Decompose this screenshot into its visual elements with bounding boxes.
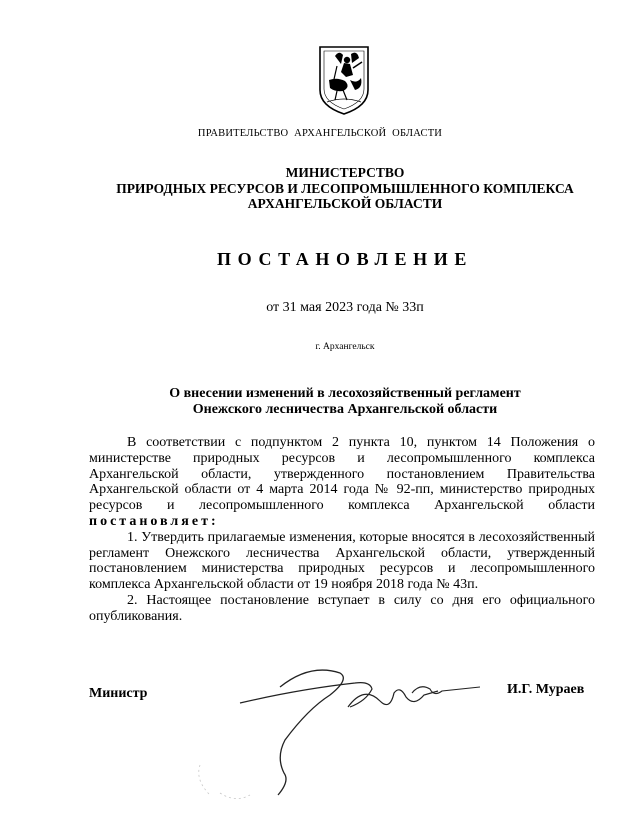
document-date-number: от 31 мая 2023 года № 33п bbox=[266, 300, 424, 315]
document-type: ПОСТАНОВЛЕНИЕ bbox=[217, 249, 473, 269]
signatory-title: Министр bbox=[89, 686, 148, 701]
preamble-text: В соответствии с подпунктом 2 пункта 10, пунктом 14 Положения о министерстве природных ресурсов и лесопромышленного комплекса Архангельской области, утвержденного постановлением Правительства Архангельской области от 4 марта 2014 года № 92-пп, министерство природных ресурсов и лесопромышленного комплекса Архангельской области bbox=[89, 435, 595, 514]
government-header: ПРАВИТЕЛЬСТВО АРХАНГЕЛЬСКОЙ ОБЛАСТИ bbox=[197, 128, 443, 139]
item-1-paragraph: 1. Утвердить прилагаемые изменения, которые вносятся в лесохозяйственный регламент Онежского лесничества Архангельской области, утвержденный постановлением министерства природных ресурсов и лесопромышленного комплекса Архангельской области от 19 ноября 2018 года № 43п. bbox=[89, 529, 595, 593]
item-2-paragraph: 2. Настоящее постановление вступает в силу со дня его официального опубликования. bbox=[89, 592, 595, 624]
preamble-paragraph bbox=[89, 435, 595, 530]
ministry-name bbox=[0, 165, 640, 212]
ministry-line-2: ПРИРОДНЫХ РЕСУРСОВ И ЛЕСОПРОМЫШЛЕННОГО КОМПЛЕКСА bbox=[116, 180, 574, 196]
document-body bbox=[89, 435, 595, 625]
document-subject bbox=[0, 386, 640, 418]
signatory-name: И.Г. Мураев bbox=[507, 682, 585, 697]
coat-of-arms-icon bbox=[317, 44, 371, 116]
ministry-line-1: МИНИСТЕРСТВО bbox=[285, 165, 405, 180]
handwritten-signature bbox=[180, 645, 480, 815]
subject-line-1: О внесении изменений в лесохозяйственный регламент bbox=[169, 386, 521, 401]
decree-word: постановляет: bbox=[89, 513, 219, 529]
ministry-line-3: АРХАНГЕЛЬСКОЙ ОБЛАСТИ bbox=[247, 196, 443, 211]
document-city: г. Архангельск bbox=[315, 342, 375, 352]
subject-line-2: Онежского лесничества Архангельской области bbox=[192, 402, 498, 417]
